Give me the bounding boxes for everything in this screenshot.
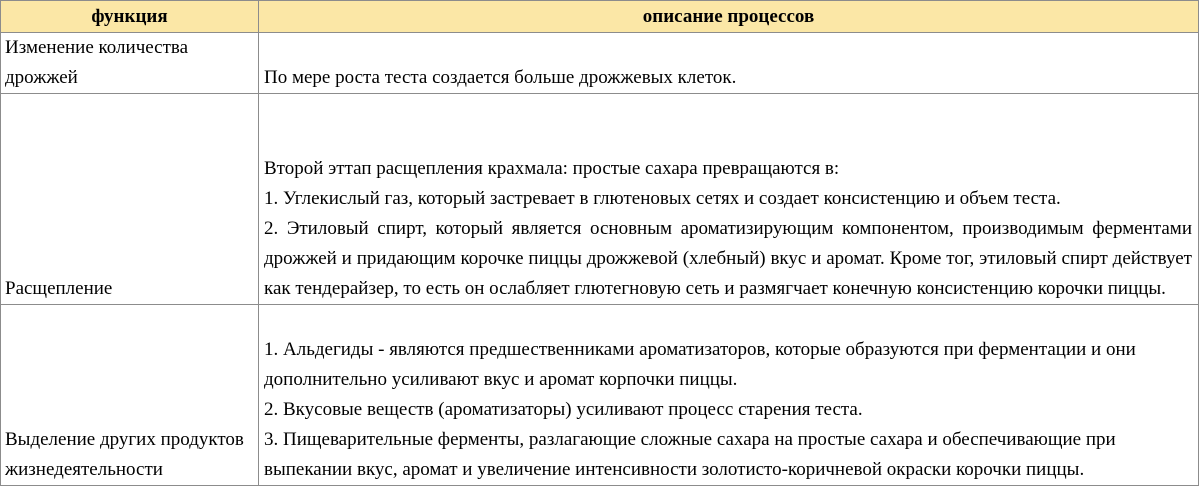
- description-cell: [259, 94, 1199, 305]
- description-line: По мере роста теста создается больше дрожжевых клеток.: [264, 67, 737, 88]
- function-cell: Расщепление: [1, 94, 259, 305]
- description-line: 2. Вкусовые веществ (ароматизаторы) усиливают процесс старения теста.: [264, 399, 863, 420]
- description-line: 2. Этиловый спирт, который является основным ароматизирующим компонентом, производимым ферментами дрожжей и придающим корочке пиццы дрожжевой (хлебный) вкус и аромат. Кроме тог, этиловый спирт действует как тендерайзер, то есть он ослабляет глютегновую сеть и размягчает конечную консистенцию корочки пиццы.: [264, 218, 1192, 299]
- description-line: 1. Углекислый газ, который застревает в глютеновых сетях и создает консистенцию и объем теста.: [264, 188, 1061, 209]
- header-description: описание процессов: [259, 1, 1199, 33]
- function-cell: Выделение других продуктов жизнедеятельности: [1, 305, 259, 486]
- description-cell: [259, 305, 1199, 486]
- table-row: [1, 94, 1199, 305]
- description-line: 3. Пищеварительные ферменты, разлагающие сложные сахара на простые сахара и обеспечивающие при выпекании вкус, аромат и увеличение интенсивности золотисто-коричневой окраски корочки пиццы.: [264, 429, 1116, 480]
- description-line: Второй эттап расщепления крахмала: простые сахара превращаются в:: [264, 158, 840, 179]
- table-row: [1, 33, 1199, 94]
- table-row: [1, 305, 1199, 486]
- description-cell: [259, 33, 1199, 94]
- header-row: [1, 1, 1199, 33]
- description-line: 1. Альдегиды - являются предшественниками ароматизаторов, которые образуются при ферментации и они дополнительно усиливают вкус и аромат корпочки пиццы.: [264, 339, 1136, 390]
- function-cell: Изменение количества дрожжей: [1, 33, 259, 94]
- header-function: функция: [1, 1, 259, 33]
